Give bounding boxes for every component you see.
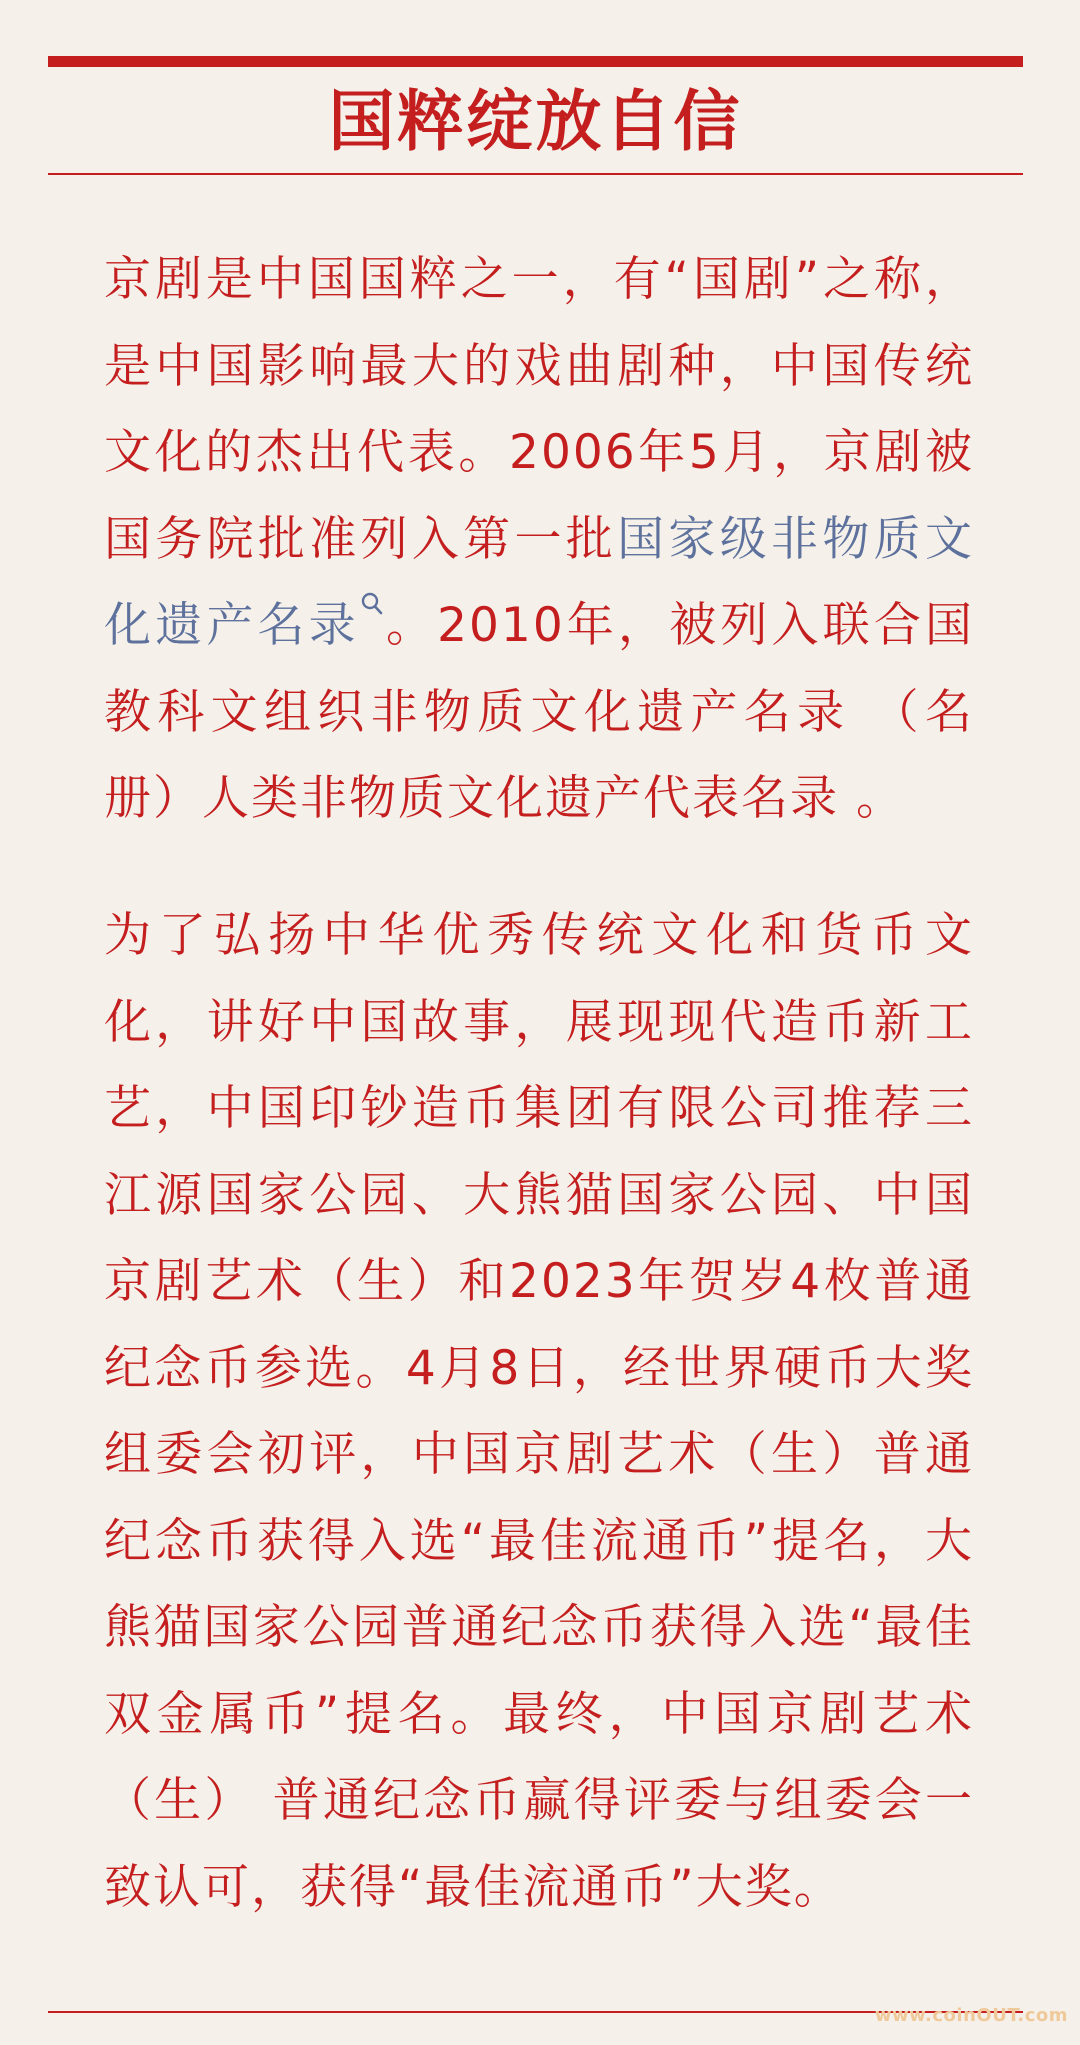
top-divider <box>48 56 1023 67</box>
search-icon[interactable] <box>360 591 384 621</box>
site-watermark: www.coinOUT.com <box>874 2005 1068 2026</box>
paragraph-1-text-start: 京剧是中国国粹之一，有“国剧”之称，是中国影响最大的戏曲剧种，中国传统文化的杰出代表。2006年5月，京剧被国务院批准列入第一批 <box>104 252 974 567</box>
article-paragraph-1 <box>104 237 974 843</box>
heritage-list-link[interactable]: 国家级非物质文化遗产名录 <box>104 511 974 653</box>
page-title: 国粹绽放自信 <box>328 83 743 160</box>
article-paragraph-2: 为了弘扬中华优秀传统文化和货币文化，讲好中国故事，展现现代造币新工艺，中国印钞造币集团有限公司推荐三江源国家公园、大熊猫国家公园、中国京剧艺术（生）和2023年贺岁4枚普通纪念币参选。4月8日，经世界硬币大奖组委会初评，中国京剧艺术（生）普通纪念币获得入选“最佳流通币”提名，大熊猫国家公园普通纪念币获得入选“最佳双金属币”提名。最终，中国京剧艺术（生） 普通纪念币赢得评委与组委会一致认可，获得“最佳流通币”大奖。 <box>104 908 974 1915</box>
paragraph-1-text-end: 。2010年，被列入联合国教科文组织非物质文化遗产名录 （名册）人类非物质文化遗产代表名录 。 <box>104 598 974 826</box>
title-divider <box>48 173 1023 175</box>
